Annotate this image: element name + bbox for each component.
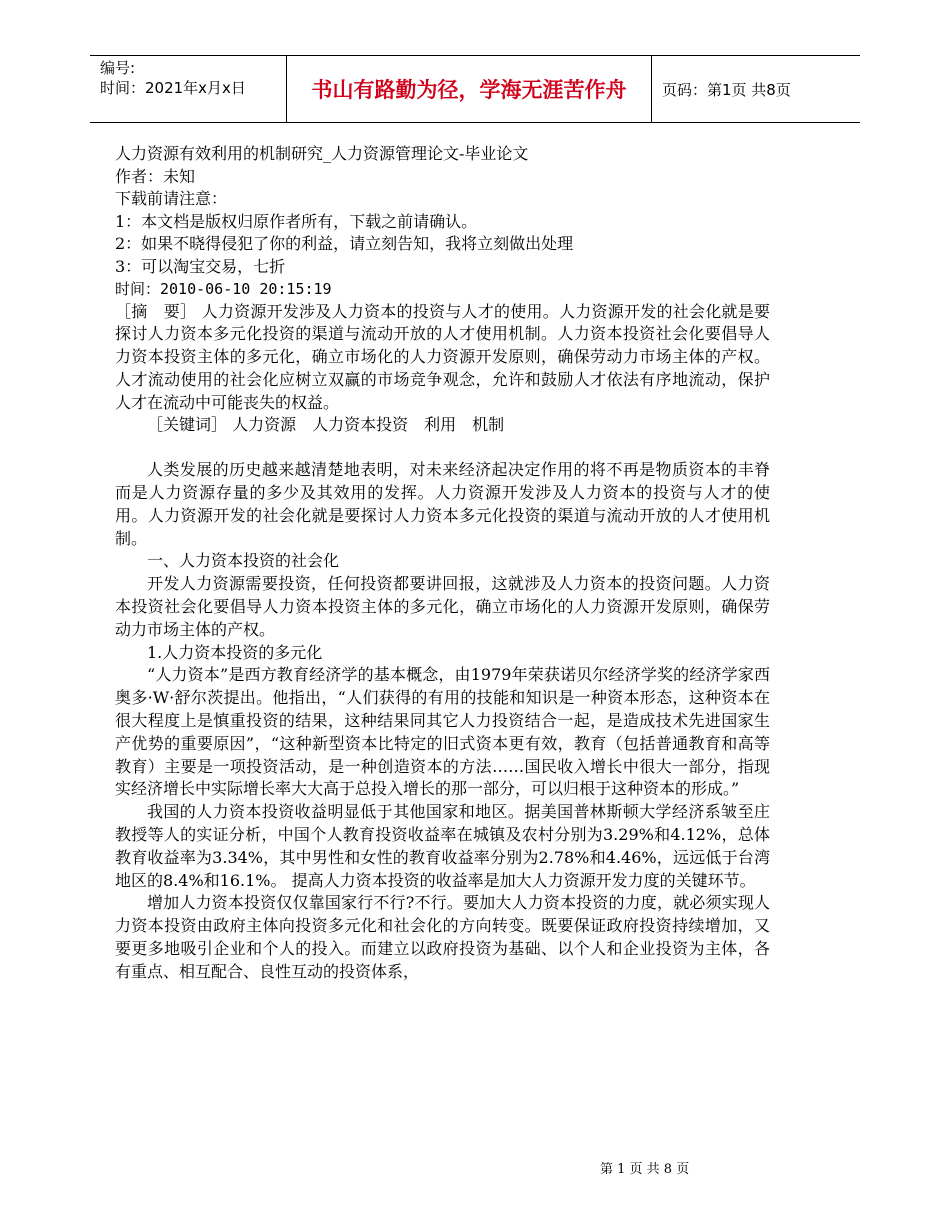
notice-item-3: 3：可以淘宝交易，七折 xyxy=(115,256,286,276)
body-paragraph: “人力资本”是西方教育经济学的基本概念，由1979年荣获诺贝尔经济学奖的经济学家西奥多·W·舒尔茨提出。他指出，“人们获得的有用的技能和知识是一种资本形态，这种资本在很大程度上是慎重投资的结果，这种结果同其它人力投资结合一起，是造成技术先进国家生产优势的重要原因”，“这种新型资本比特定的旧式资本更有效，教育（包括普通教育和高等教育）主要是一项投资活动，是一种创造资本的方法……国民收入增长中很大一部分，指现实经济增长中实际增长率大大高于总投入增长的那一部分，可以归根于这种资本的形成。” xyxy=(115,665,770,799)
document-author: 作者：未知 xyxy=(115,166,196,186)
subsection-heading: 1.人力资本投资的多元化 xyxy=(147,642,323,662)
page-footer: 第 1 页 共 8 页 xyxy=(600,1162,690,1177)
header-page-info: 页码：第1页 共8页 xyxy=(662,80,791,99)
document-number-label: 编号: xyxy=(100,59,136,77)
section-heading: 一、人力资本投资的社会化 xyxy=(147,551,340,571)
body-paragraph: 人类发展的历史越来越清楚地表明，对未来经济起决定作用的将不再是物质资本的丰脊而是人力资源存量的多少及其效用的发挥。人力资源开发涉及人力资本的投资与人才的使用。人力资源开发的社会化就是要探讨人力资本多元化投资的渠道与流动开放的人才使用机制。 xyxy=(115,460,770,548)
keywords-line: ［关键词］ 人力资源 人力资本投资 利用 机制 xyxy=(147,415,505,435)
body-paragraph: 我国的人力资本投资收益明显低于其他国家和地区。据美国普林斯顿大学经济系皱至庄教授等人的实证分析，中国个人教育投资收益率在城镇及农村分别为3.29%和4.12%，总体教育收益率为3.34%，其中男性和女性的教育收益率分别为2.78%和4.46%，远远低于台湾地区的8.4%和16.1%。 提高人力资本投资的收益率是加大人力资源开发力度的关键环节。 xyxy=(115,802,770,890)
blank-line xyxy=(115,437,770,459)
notice-title: 下载前请注意： xyxy=(115,189,228,208)
notice-item-1: 1：本文档是版权归原作者所有，下载之前请确认。 xyxy=(115,211,478,231)
page-header xyxy=(90,55,860,123)
document-time: 时间：2010-06-10 20:15:19 xyxy=(115,280,332,298)
body-paragraph: 增加人力资本投资仅仅靠国家行不行?不行。要加大人力资本投资的力度，就必须实现人力资本投资由政府主体向投资多元化和社会化的方向转变。既要保证政府投资持续增加，又要更多地吸引企业和个人的投入。而建立以政府投资为基础、以个人和企业投资为主体，各有重点、相互配合、良性互动的投资体系， xyxy=(115,893,770,981)
document-body xyxy=(115,143,770,984)
document-time-label: 时间：2021年x月x日 xyxy=(100,79,246,97)
header-meta xyxy=(100,58,290,98)
header-motto: 书山有路勤为径，学海无涯苦作舟 xyxy=(286,56,652,122)
abstract-paragraph: ［摘 要］ 人力资源开发涉及人力资本的投资与人才的使用。人力资源开发的社会化就是要探讨人力资本多元化投资的渠道与流动开放的人才使用机制。人力资本投资社会化要倡导人力资本投资主体的多元化，确立市场化的人力资源开发原则，确保劳动力市场主体的产权。人才流动使用的社会化应树立双赢的市场竞争观念，允许和鼓励人才依法有序地流动，保护人才在流动中可能丧失的权益。 xyxy=(115,301,770,412)
body-paragraph: 开发人力资源需要投资，任何投资都要讲回报，这就涉及人力资本的投资问题。人力资本投资社会化要倡导人力资本投资主体的多元化，确立市场化的人力资源开发原则，确保劳动力市场主体的产权。 xyxy=(115,574,770,639)
document-title: 人力资源有效利用的机制研究_人力资源管理论文-毕业论文 xyxy=(115,144,529,163)
notice-item-2: 2：如果不晓得侵犯了你的利益，请立刻告知，我将立刻做出处理 xyxy=(115,234,574,253)
